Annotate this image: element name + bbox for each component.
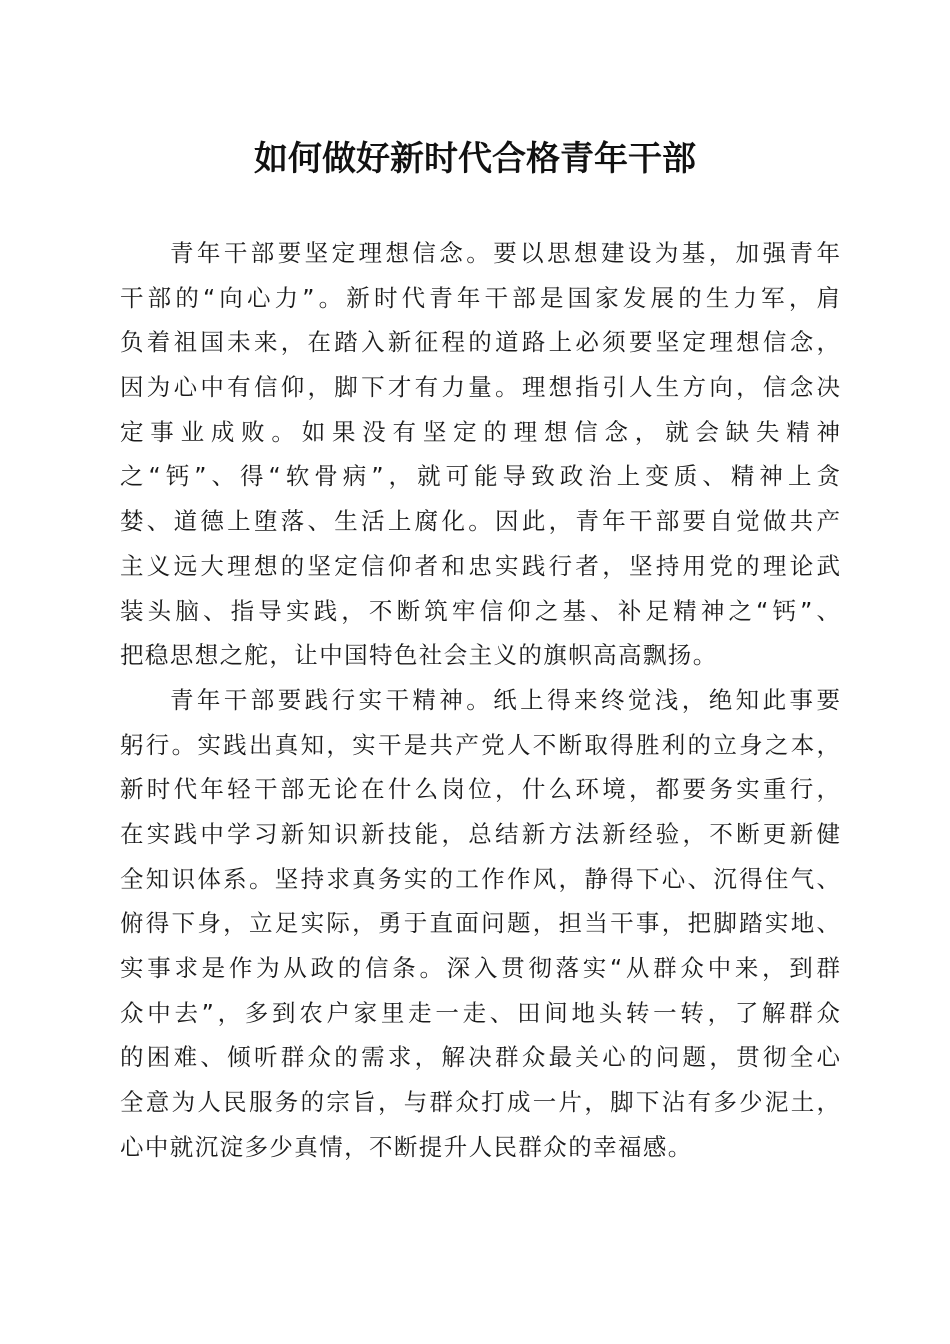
paragraph-line: 负着祖国未来，在踏入新征程的道路上必须要坚定理想信念，	[120, 328, 840, 357]
paragraph-line: 躬行。实践出真知，实干是共产党人不断取得胜利的立身之本，	[120, 730, 840, 759]
paragraph-line: 装头脑、指导实践，不断筑牢信仰之基、补足精神之“钙”、	[120, 596, 840, 625]
paragraph-line: 众中去”，多到农户家里走一走、田间地头转一转，了解群众	[120, 998, 840, 1027]
paragraph-line: 定事业成败。如果没有坚定的理想信念，就会缺失精神	[120, 417, 840, 446]
paragraph-line: 婪、道德上堕落、生活上腐化。因此，青年干部要自觉做共产	[120, 507, 840, 536]
paragraph-line: 青年干部要践行实干精神。纸上得来终觉浅，绝知此事要	[170, 685, 840, 714]
paragraph-line: 全知识体系。坚持求真务实的工作作风，静得下心、沉得住气、	[120, 864, 840, 893]
document-title: 如何做好新时代合格青年干部	[254, 139, 696, 179]
document-body	[120, 231, 840, 1169]
paragraph-line: 心中就沉淀多少真情，不断提升人民群众的幸福感。	[120, 1132, 693, 1161]
paragraph-line: 把稳思想之舵，让中国特色社会主义的旗帜高高飘扬。	[120, 641, 718, 670]
paragraph-line: 主义远大理想的坚定信仰者和忠实践行者，坚持用党的理论武	[120, 551, 840, 580]
paragraph-line: 俯得下身，立足实际，勇于直面问题，担当干事，把脚踏实地、	[120, 909, 840, 938]
paragraph-line: 全意为人民服务的宗旨，与群众打成一片，脚下沾有多少泥土，	[120, 1088, 840, 1117]
paragraph-line: 之“钙”、得“软骨病”，就可能导致政治上变质、精神上贪	[120, 462, 840, 491]
paragraph-line: 实事求是作为从政的信条。深入贯彻落实“从群众中来，到群	[120, 954, 840, 982]
paragraph-line: 的困难、倾听群众的需求，解决群众最关心的问题，贯彻全心	[120, 1043, 840, 1072]
paragraph-line: 因为心中有信仰，脚下才有力量。理想指引人生方向，信念决	[120, 373, 840, 402]
paragraph-ideals	[120, 231, 840, 678]
paragraph-line: 青年干部要坚定理想信念。要以思想建设为基，加强青年	[170, 239, 840, 267]
paragraph-line: 在实践中学习新知识新技能，总结新方法新经验，不断更新健	[120, 819, 840, 848]
paragraph-line: 干部的“向心力”。新时代青年干部是国家发展的生力军，肩	[120, 283, 840, 312]
paragraph-line: 新时代年轻干部无论在什么岗位，什么环境，都要务实重行，	[120, 775, 840, 804]
paragraph-practice	[120, 678, 840, 1170]
